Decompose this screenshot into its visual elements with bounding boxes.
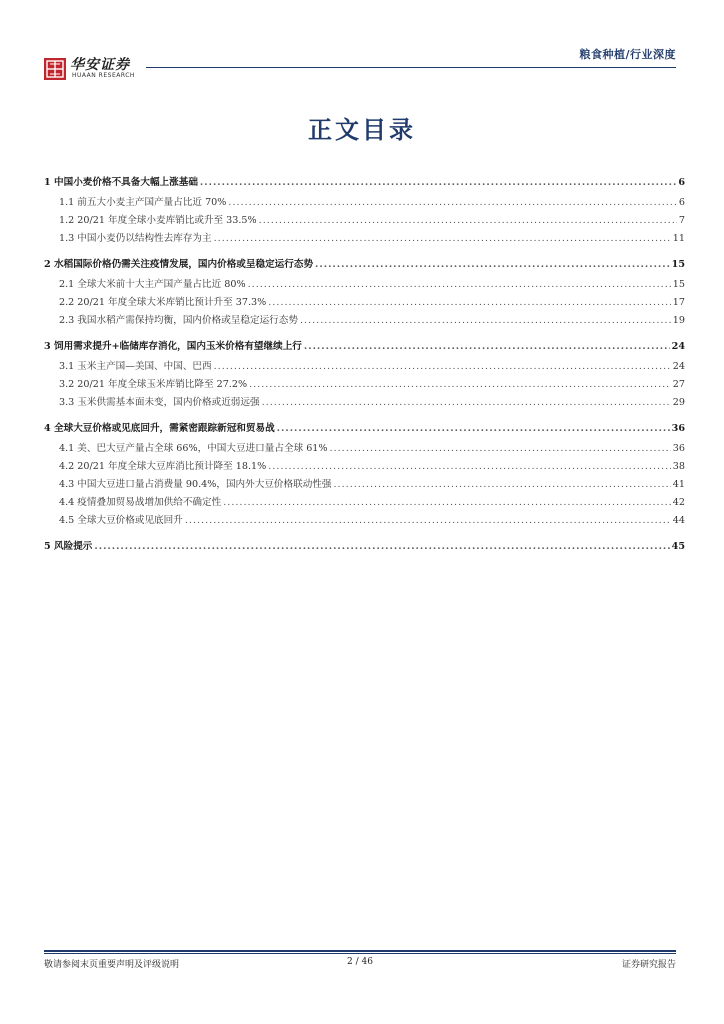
toc-entry-title: 3.1 玉米主产国—美国、中国、巴西 (59, 361, 212, 372)
toc-page-number: 6 (678, 177, 685, 188)
toc-entry-title: 3.3 玉米供需基本面未变，国内价格或近弱远强 (59, 397, 260, 408)
huaan-logo-icon (44, 58, 66, 80)
toc-page-number: 45 (671, 541, 685, 552)
toc-subsection-entry[interactable] (44, 376, 685, 394)
toc-dot-leader (223, 497, 671, 509)
toc-page-number: 6 (678, 197, 685, 208)
toc-subsection-entry[interactable] (44, 512, 685, 530)
toc-dot-leader (214, 233, 671, 245)
toc-entry-title: 5 风险提示 (44, 541, 93, 552)
toc-entry-title: 1 中国小麦价格不具备大幅上涨基础 (44, 177, 198, 188)
toc-page-number: 19 (672, 315, 685, 326)
toc-subsection-entry[interactable] (44, 312, 685, 330)
toc-page-number: 27 (672, 379, 685, 390)
toc-dot-leader (330, 443, 671, 455)
toc-page-number: 29 (672, 397, 685, 408)
toc-subsection-entry[interactable] (44, 358, 685, 376)
toc-entry-title: 2.2 20/21 年度全球大米库销比预计升至 37.3% (59, 297, 267, 308)
toc-entry-title: 1.3 中国小麦仍以结构性去库存为主 (59, 233, 212, 244)
brand-name: 华安证券 (70, 57, 130, 73)
toc-section-entry[interactable] (44, 418, 685, 440)
footer-disclaimer: 敬请参阅末页重要声明及评级说明 (44, 960, 180, 970)
toc-page-number: 24 (671, 341, 685, 352)
toc-dot-leader (249, 379, 671, 391)
toc-section-entry[interactable] (44, 254, 685, 276)
toc-entry-title: 2 水稻国际价格仍需关注疫情发展，国内价格或呈稳定运行态势 (44, 259, 314, 270)
toc-subsection-entry[interactable] (44, 476, 685, 494)
toc-page-number: 41 (672, 479, 685, 490)
brand-english-name: HUAAN RESEARCH (72, 72, 135, 79)
toc-dot-leader (315, 259, 670, 271)
toc-entry-title: 4.2 20/21 年度全球大豆库消比预计降至 18.1% (59, 461, 267, 472)
toc-dot-leader (185, 515, 671, 527)
toc-entry-title: 4.3 中国大豆进口量占消费量 90.4%，国内外大豆价格联动性强 (59, 479, 332, 490)
toc-subsection-entry[interactable] (44, 440, 685, 458)
toc-dot-leader (248, 279, 671, 291)
toc-subsection-entry[interactable] (44, 494, 685, 512)
toc-entry-title: 4.1 美、巴大豆产量占全球 66%，中国大豆进口量占全球 61% (59, 443, 328, 454)
toc-subsection-entry[interactable] (44, 394, 685, 412)
toc-subsection-entry[interactable] (44, 230, 685, 248)
toc-dot-leader (268, 297, 671, 309)
page-footer (44, 957, 676, 971)
page-number: 2 / 46 (347, 957, 373, 967)
toc-dot-leader (262, 397, 671, 409)
toc-dot-leader (277, 423, 670, 435)
toc-subsection-entry[interactable] (44, 212, 685, 230)
toc-page-number: 17 (672, 297, 685, 308)
footer-report-type: 证券研究报告 (621, 960, 676, 970)
toc-section-entry[interactable] (44, 172, 685, 194)
toc-page-number: 24 (672, 361, 685, 372)
table-of-contents (44, 172, 685, 558)
toc-subsection-entry[interactable] (44, 458, 685, 476)
toc-dot-leader (268, 461, 671, 473)
toc-entry-title: 2.3 我国水稻产需保持均衡，国内价格或呈稳定运行态势 (59, 315, 298, 326)
toc-page-number: 15 (672, 279, 685, 290)
toc-dot-leader (94, 541, 669, 553)
toc-page-number: 36 (672, 443, 685, 454)
toc-entry-title: 4.5 全球大豆价格或见底回升 (59, 515, 183, 526)
toc-entry-title: 1.1 前五大小麦主产国产量占比近 70% (59, 197, 227, 208)
toc-section-entry[interactable] (44, 336, 685, 358)
toc-page-number: 15 (671, 259, 685, 270)
footer-divider (44, 950, 676, 952)
toc-page-number: 42 (672, 497, 685, 508)
toc-section-entry[interactable] (44, 536, 685, 558)
toc-entry-title: 3.2 20/21 年度全球玉米库销比降至 27.2% (59, 379, 248, 390)
toc-subsection-entry[interactable] (44, 276, 685, 294)
section-tag: 粮食种植/行业深度 (579, 48, 676, 61)
toc-dot-leader (200, 177, 676, 189)
toc-page-number: 36 (671, 423, 685, 434)
toc-title: 正文目录 (308, 115, 416, 144)
toc-dot-leader (259, 215, 677, 227)
footer-divider-thin (44, 953, 676, 954)
toc-page-number: 38 (672, 461, 685, 472)
toc-page-number: 44 (672, 515, 685, 526)
toc-page-number: 7 (678, 215, 685, 226)
toc-dot-leader (300, 315, 671, 327)
toc-dot-leader (214, 361, 671, 373)
toc-page-number: 11 (672, 233, 685, 244)
toc-entry-title: 2.1 全球大米前十大主产国产量占比近 80% (59, 279, 246, 290)
toc-dot-leader (228, 197, 676, 209)
toc-entry-title: 4 全球大豆价格或见底回升，需紧密跟踪新冠和贸易战 (44, 423, 275, 434)
header-divider (146, 67, 676, 68)
toc-dot-leader (304, 341, 670, 353)
toc-subsection-entry[interactable] (44, 294, 685, 312)
toc-entry-title: 1.2 20/21 年度全球小麦库销比或升至 33.5% (59, 215, 257, 226)
toc-subsection-entry[interactable] (44, 194, 685, 212)
toc-entry-title: 4.4 疫情叠加贸易战增加供给不确定性 (59, 497, 222, 508)
page-header (44, 40, 676, 84)
toc-entry-title: 3 饲用需求提升+临储库存消化，国内玉米价格有望继续上行 (44, 341, 302, 352)
toc-dot-leader (334, 479, 671, 491)
